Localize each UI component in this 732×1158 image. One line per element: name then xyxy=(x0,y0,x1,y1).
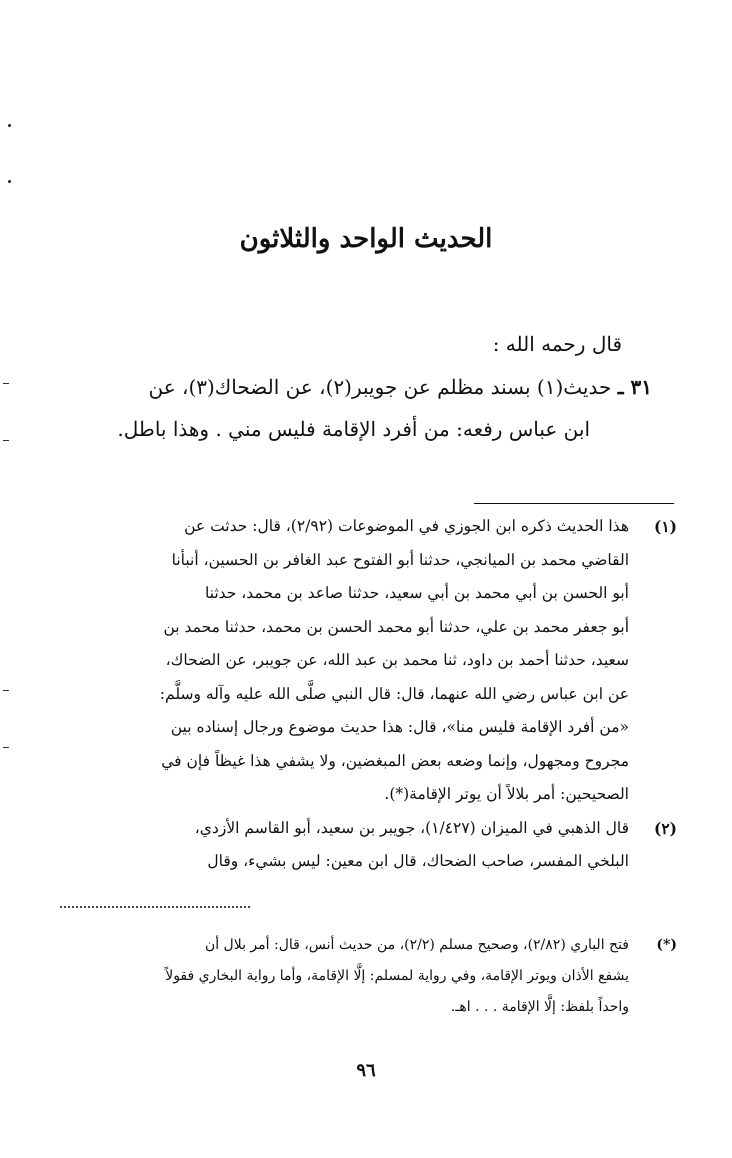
footnote-2 xyxy=(55,812,677,879)
note-line: فتح الباري (٢/٨٢)، وصحيح مسلم (٢/٢)، من حديث أنس، قال: أمر بلال أن xyxy=(204,937,629,953)
footnote-number: (١) xyxy=(653,517,677,536)
footnote-line: قال الذهبي في الميزان (١/٤٢٧)، جويبر بن سعيد، أبو القاسم الأزدي، xyxy=(194,818,629,837)
note-line: يشفع الأذان ويوتر الإقامة، وفي رواية لمسلم: إلَّا الإقامة، وأما رواية البخاري فقولاً xyxy=(165,968,629,984)
margin-mark xyxy=(3,747,9,748)
footnote-line: هذا الحديث ذكره ابن الجوزي في الموضوعات (٢/٩٢)، قال: حدثت عن xyxy=(184,517,629,535)
editor-note xyxy=(7,930,677,1023)
margin-mark xyxy=(8,180,11,183)
footnote-1 xyxy=(55,510,677,812)
hadith-line: ابن عباس رفعه: من أفرد الإقامة فليس مني . وهذا باطل. xyxy=(117,417,590,441)
dotted-separator xyxy=(60,906,250,908)
margin-mark xyxy=(8,124,11,127)
footnote-line: أبو الحسن بن أبي محمد بن أبي سعيد، حدثنا صاعد بن محمد، حدثنا xyxy=(204,584,629,602)
footnote-line: أبو جعفر محمد بن علي، حدثنا أبو محمد الحسن بن محمد، حدثنا محمد بن xyxy=(163,617,629,636)
footnote-line: البلخي المفسر، صاحب الضحاك، قال ابن معين: ليس بشيء، وقال xyxy=(207,852,629,870)
intro-line: قال رحمه الله : xyxy=(492,332,622,356)
footnote-divider xyxy=(474,503,674,504)
hadith-line: حديث(١) بسند مظلم عن جويبر(٢)، عن الضحاك(٣)، عن xyxy=(148,375,612,399)
footnote-line: القاضي محمد بن الميانجي، حدثنا أبو الفتوح عبد الغافر بن الحسين، أنبأنا xyxy=(171,550,629,569)
note-line: واحداً بلفظ: إلَّا الإقامة . . . اهـ. xyxy=(450,999,629,1015)
page-number: ٩٦ xyxy=(356,1060,376,1081)
chapter-title: الحديث الواحد والثلاثون xyxy=(239,224,493,254)
margin-mark xyxy=(3,690,9,691)
hadith-text xyxy=(82,366,652,450)
hadith-number: ٣١ ـ xyxy=(617,375,652,399)
footnote-line: «من أفرد الإقامة فليس منا»، قال: هذا حديث موضوع ورجال إسناده بين xyxy=(170,718,629,736)
margin-mark xyxy=(3,440,9,441)
footnote-line: عن ابن عباس رضي الله عنهما، قال: قال النبي صلَّى الله عليه وآله وسلَّم: xyxy=(159,684,629,703)
footnote-line: الصحيحين: أمر بلالاً أن يوتر الإقامة(*). xyxy=(384,785,629,803)
footnote-line: سعيد، حدثنا أحمد بن داود، ثنا محمد بن عبد الله، عن جويبر، عن الضحاك، xyxy=(165,651,629,669)
footnote-number: (٢) xyxy=(653,818,677,838)
footnote-line: مجروح ومجهول، وإنما وضعه بعض المبغضين، ولا يشفي هذا غيظاً فإن في xyxy=(161,751,629,770)
footnotes xyxy=(55,510,677,879)
margin-mark xyxy=(3,383,9,384)
note-marker: (*) xyxy=(656,937,677,953)
